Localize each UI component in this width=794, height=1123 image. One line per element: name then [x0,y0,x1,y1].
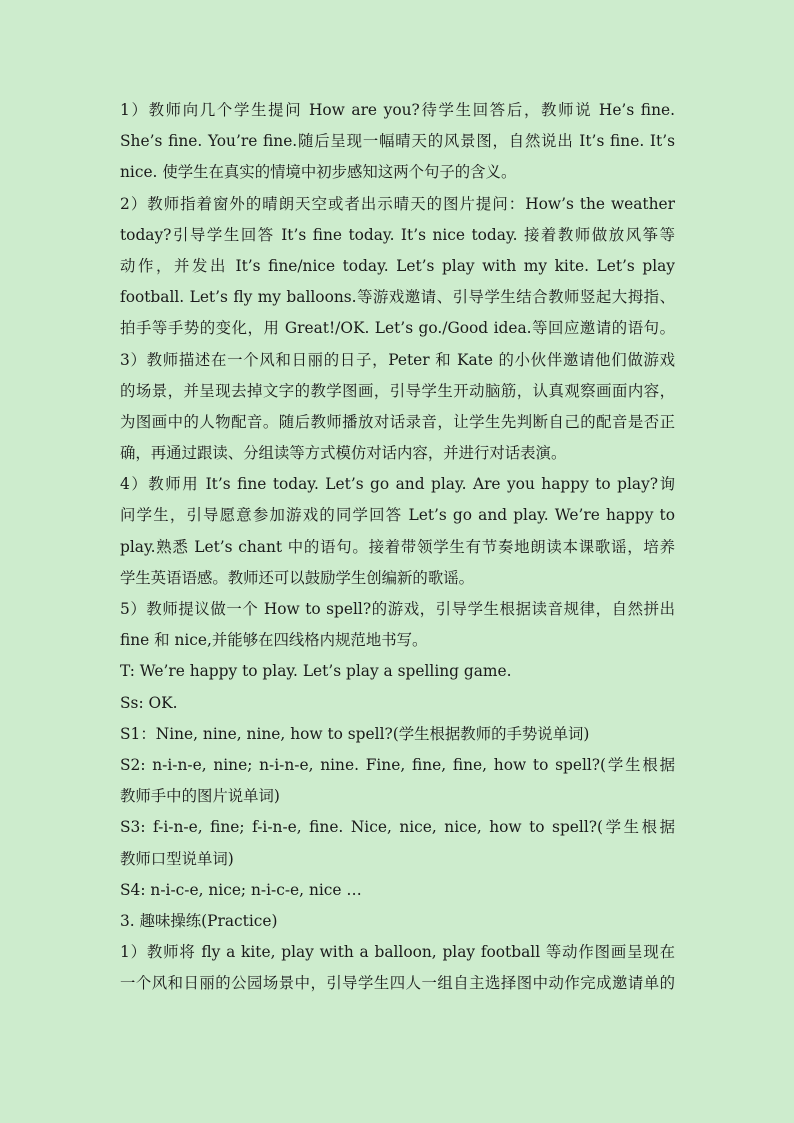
text-line: Ss: OK. [120,693,178,712]
text-line: 确，再通过跟读、分组读等方式模仿对话内容，并进行对话表演。 [120,444,567,463]
text-line: 2）教师指着窗外的晴朗天空或者出示晴天的图片提问：How’s the weather [120,194,675,213]
text-line: today?引导学生回答 It’s fine today. It’s nice today. 接着教师做放风筝等 [120,225,675,244]
text-line: S4: n-i-c-e, nice; n-i-c-e, nice … [120,880,362,899]
text-line: S3: f-i-n-e, fine; f-i-n-e, fine. Nice, nice, nice, how to spell?(学生根据 [120,818,675,837]
text-line: 拍手等手势的变化，用 Great!/OK. Let’s go./Good idea.等回应邀请的语句。 [120,319,675,338]
text-line: 4）教师用 It’s fine today. Let’s go and play. Are you happy to play?询 [120,475,675,494]
text-line: 1）教师将 fly a kite, play with a balloon, play football 等动作图画呈现在 [120,943,675,962]
text-line: play.熟悉 Let’s chant 中的语句。接着带领学生有节奏地朗读本课歌谣，培养 [120,537,675,556]
text-line: 动作，并发出 It’s fine/nice today. Let’s play with my kite. Let’s play [120,256,675,275]
text-line: T: We’re happy to play. Let’s play a spelling game. [120,662,512,681]
text-line: football. Let’s fly my balloons.等游戏邀请、引导学生结合教师竖起大拇指、 [120,288,675,307]
text-line: 1）教师向几个学生提问 How are you?待学生回答后，教师说 He’s fine. [120,101,675,119]
text-line: S2: n-i-n-e, nine; n-i-n-e, nine. Fine, fine, fine, how to spell?(学生根据 [120,755,675,774]
text-line: 的场景，并呈现去掉文字的教学图画，引导学生开动脑筋，认真观察画面内容， [120,381,675,400]
section-heading: 3. 趣味操练(Practice) [120,911,278,930]
text-line: 为图画中的人物配音。随后教师播放对话录音，让学生先判断自己的配音是否正 [120,412,675,431]
text-line: S1：Nine, nine, nine, how to spell?(学生根据教师的手势说单词) [120,724,590,743]
text-line: 教师手中的图片说单词) [120,787,280,806]
text-line: 问学生，引导愿意参加游戏的同学回答 Let’s go and play. We’re happy to [120,506,675,525]
text-line: 学生英语语感。教师还可以鼓励学生创编新的歌谣。 [120,568,474,587]
text-line: 教师口型说单词) [120,849,234,868]
text-line: fine 和 nice,并能够在四线格内规范地书写。 [120,631,428,650]
text-line: nice. 使学生在真实的情境中初步感知这两个句子的含义。 [120,163,517,182]
document-body [120,95,675,999]
text-line: She’s fine. You’re fine.随后呈现一幅晴天的风景图，自然说出 It’s fine. It’s [120,132,675,151]
text-line: 5）教师提议做一个 How to spell?的游戏，引导学生根据读音规律，自然拼出 [120,600,675,618]
text-line: 一个风和日丽的公园场景中，引导学生四人一组自主选择图中动作完成邀请单的 [120,974,675,993]
text-line: 3）教师描述在一个风和日丽的日子，Peter 和 Kate 的小伙伴邀请他们做游戏 [120,350,675,369]
